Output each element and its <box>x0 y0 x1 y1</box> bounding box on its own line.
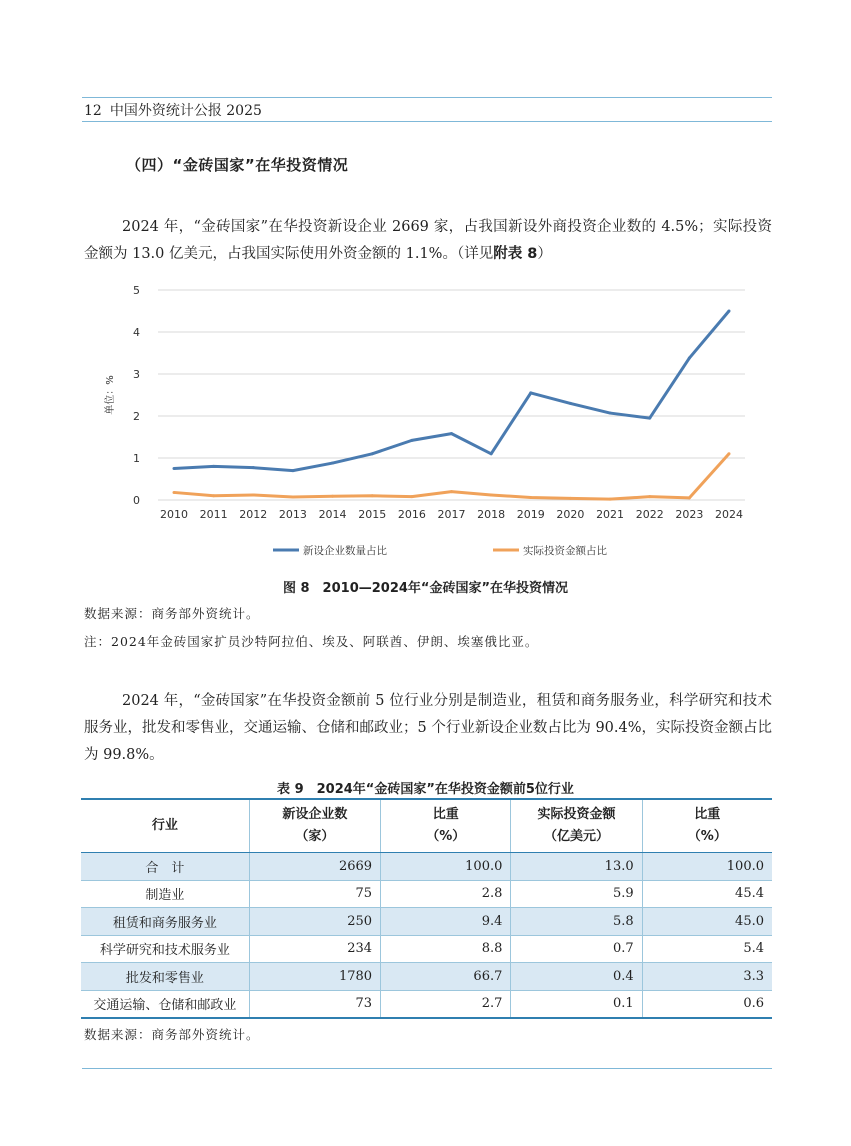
x-tick-label: 2013 <box>278 508 307 521</box>
header-new-enterprises: 新设企业数 （家） <box>249 799 380 853</box>
paragraph-2-line-1: 2024 年，“金砖国家”在华投资金额前 5 位行业分别是制造业，租赁和商务服务业，科 <box>122 693 684 709</box>
data-point <box>609 498 612 501</box>
table-row: 交通运输、仓储和邮政业 73 2.7 0.1 0.6 <box>81 990 772 1018</box>
x-tick-label: 2014 <box>318 508 347 521</box>
x-tick-label: 2018 <box>477 508 506 521</box>
paragraph-2-line-2: 学研究和技术服务业，批发和零售业，交通运输、仓储和邮政业；5 个行业新设企业数占比 <box>84 693 773 736</box>
data-point <box>291 496 294 499</box>
table-row: 租赁和商务服务业 250 9.4 5.8 45.0 <box>81 908 772 936</box>
y-tick-label: 5 <box>133 284 140 297</box>
header-top-rule <box>82 97 772 98</box>
table-source: 数据来源：商务部外资统计。 <box>84 1027 260 1042</box>
paragraph-2 <box>84 688 772 769</box>
legend-label-2: 实际投资金额占比 <box>523 545 607 557</box>
table-row-total: 合 计 2669 100.0 13.0 100.0 <box>81 853 772 881</box>
x-tick-label: 2016 <box>397 508 426 521</box>
table-row: 制造业 75 2.8 5.9 45.4 <box>81 880 772 908</box>
x-tick-label: 2010 <box>160 508 188 521</box>
section-title: （四）“金砖国家”在华投资情况 <box>126 156 349 174</box>
table-row: 科学研究和技术服务业 234 8.8 0.7 5.4 <box>81 935 772 963</box>
data-point <box>529 391 532 394</box>
industry-table <box>81 798 772 1019</box>
y-tick-label: 0 <box>133 494 140 507</box>
data-point <box>371 452 374 455</box>
chart-source: 数据来源：商务部外资统计。 <box>84 606 260 621</box>
data-point <box>450 490 453 493</box>
x-tick-label: 2019 <box>516 508 545 521</box>
x-tick-label: 2022 <box>635 508 664 521</box>
header-share-2: 比重 （%） <box>642 799 772 853</box>
data-point <box>569 497 572 500</box>
data-point <box>212 465 215 468</box>
data-point <box>648 417 651 420</box>
data-point <box>291 469 294 472</box>
data-point <box>569 402 572 405</box>
x-tick-label: 2011 <box>199 508 228 521</box>
x-tick-label: 2012 <box>239 508 268 521</box>
header-actual-investment: 实际投资金额 （亿美元） <box>511 799 642 853</box>
paragraph-1-tail: ） <box>537 246 552 262</box>
table-header-row <box>81 799 772 853</box>
paragraph-1 <box>84 214 772 268</box>
data-point <box>490 452 493 455</box>
data-point <box>173 467 176 470</box>
data-point <box>688 496 691 499</box>
x-tick-label: 2020 <box>556 508 585 521</box>
x-tick-label: 2021 <box>596 508 625 521</box>
data-point <box>252 466 255 469</box>
paragraph-1-line-1: 2024 年，“金砖国家”在华投资新设企业 2669 家，占我国新设外商投资企业数的 4.5%； <box>122 219 713 235</box>
data-point <box>529 496 532 499</box>
data-point <box>609 412 612 415</box>
x-tick-label: 2015 <box>358 508 387 521</box>
appendix-link: 附表 8 <box>493 246 538 262</box>
y-axis-label: 单位：% <box>105 375 116 415</box>
data-point <box>410 495 413 498</box>
data-point <box>728 452 731 455</box>
data-point <box>331 495 334 498</box>
y-tick-label: 4 <box>133 326 140 339</box>
data-point <box>252 493 255 496</box>
header-share-1: 比重 （%） <box>381 799 511 853</box>
page-header <box>84 100 270 120</box>
data-point <box>212 494 215 497</box>
page-number: 12 <box>84 103 102 119</box>
data-point <box>688 357 691 360</box>
footer-rule <box>82 1068 772 1069</box>
report-title: 中国外资统计公报 2025 <box>109 103 262 119</box>
paragraph-1-line-2: 实际投资金额为 13.0 亿美元，占我国实际使用外资金额的 1.1%。（详见 <box>84 219 772 262</box>
data-point <box>450 432 453 435</box>
data-point <box>648 495 651 498</box>
table-caption: 表 9 2024年“金砖国家”在华投资金额前5位行业 <box>277 782 574 797</box>
data-point <box>410 439 413 442</box>
data-point <box>331 462 334 465</box>
header-bottom-rule <box>82 121 772 122</box>
data-point <box>490 493 493 496</box>
y-tick-label: 2 <box>133 410 140 423</box>
legend-label-1: 新设企业数量占比 <box>303 545 387 557</box>
y-tick-label: 1 <box>133 452 140 465</box>
figure-caption: 图 8 2010—2024年“金砖国家”在华投资情况 <box>282 581 569 596</box>
table-row: 批发和零售业 1780 66.7 0.4 3.3 <box>81 963 772 991</box>
data-point <box>728 310 731 313</box>
paragraph-2-line-3: 为 90.4%，实际投资金额占比为 99.8%。 <box>84 720 773 763</box>
x-tick-label: 2024 <box>715 508 743 521</box>
data-point <box>371 494 374 497</box>
header-industry: 行业 <box>81 799 249 853</box>
x-tick-label: 2023 <box>675 508 704 521</box>
y-tick-label: 3 <box>133 368 140 381</box>
line-chart <box>95 282 765 572</box>
series-line-1 <box>174 311 729 471</box>
data-point <box>173 491 176 494</box>
chart-note: 注：2024年金砖国家扩员沙特阿拉伯、埃及、阿联酋、伊朗、埃塞俄比亚。 <box>84 634 539 649</box>
x-tick-label: 2017 <box>437 508 466 521</box>
